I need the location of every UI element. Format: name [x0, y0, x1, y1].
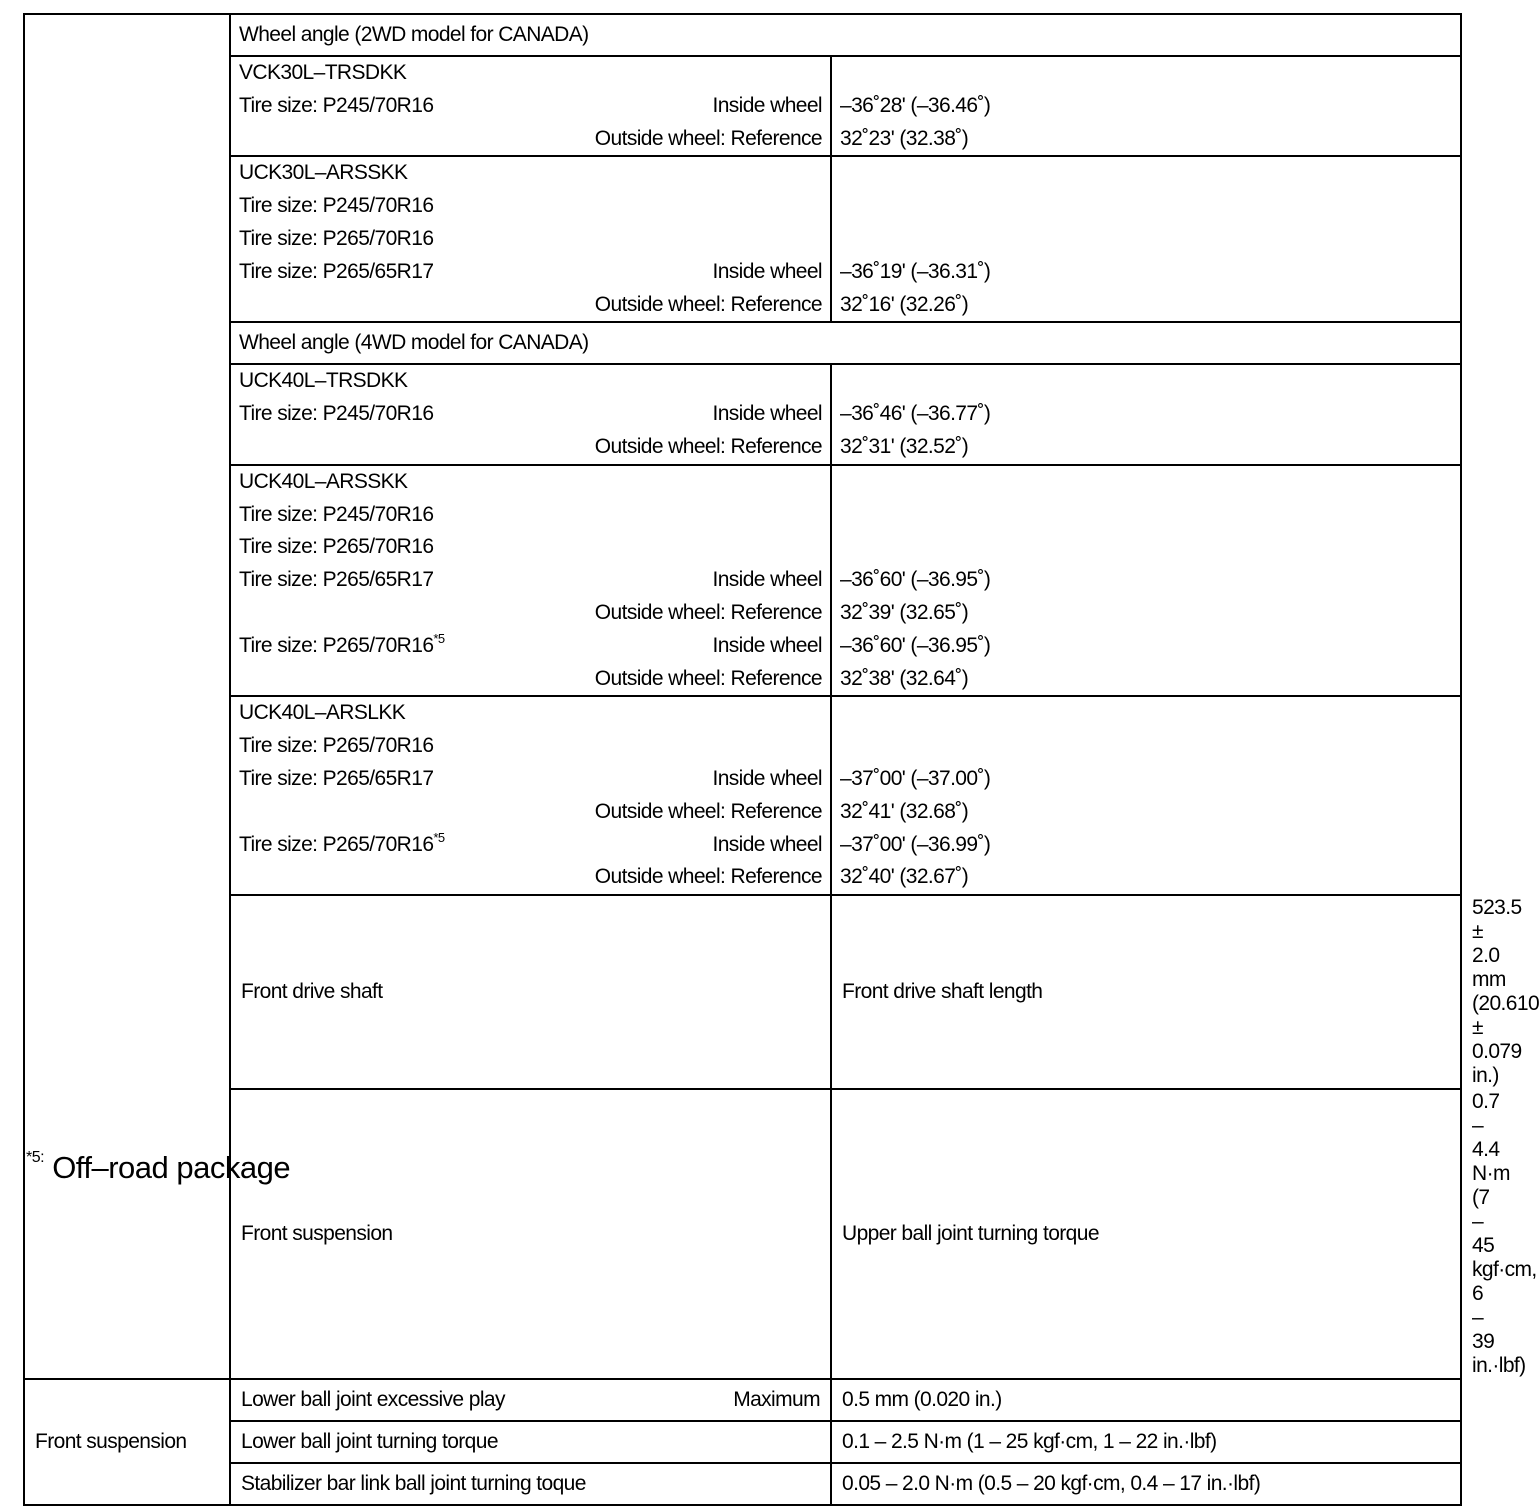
footnote-mark: *5	[433, 630, 445, 646]
tire-prefix: Tire size:	[239, 766, 323, 790]
footnote	[26, 1150, 290, 1186]
stabilizer-row	[24, 1463, 1461, 1505]
inside-label: Inside wheel	[712, 633, 822, 657]
item-drive-shaft-length: Front drive shaft length	[831, 895, 1461, 1089]
model-code: UCK40L–TRSDKK	[239, 369, 408, 393]
section-title-4wd: Wheel angle (4WD model for CANADA)	[239, 331, 589, 355]
value-lower-ball-joint-play: 0.5 mm (0.020 in.)	[831, 1379, 1461, 1421]
model-spec-cell	[230, 364, 831, 464]
tire-line	[231, 256, 830, 289]
tire-size: P265/70R16	[322, 832, 434, 856]
tire-line-off-road	[231, 630, 830, 663]
tire-prefix: Tire size:	[239, 194, 323, 218]
footnote-mark: *5	[433, 829, 445, 845]
tire-line	[231, 564, 830, 597]
item-lower-ball-joint-torque: Lower ball joint turning torque	[230, 1421, 831, 1463]
header-row-4wd	[24, 322, 1461, 364]
outside-line	[231, 123, 830, 156]
tire-size: P265/65R17	[322, 568, 434, 592]
tire-size: P265/70R16	[322, 633, 434, 657]
category-front-suspension: Front suspension	[24, 1379, 230, 1505]
outside-value: 32˚38' (32.64˚)	[840, 666, 969, 690]
model-value-cell	[831, 696, 1461, 895]
model-code: UCK40L–ARSSKK	[239, 469, 408, 493]
section-header-2wd	[230, 14, 1461, 56]
header-row-2wd	[24, 14, 1461, 56]
tire-size: P245/70R16	[322, 502, 434, 526]
model-row	[24, 465, 1461, 697]
tire-size: P245/70R16	[322, 194, 434, 218]
model-row	[24, 156, 1461, 322]
tire-line	[231, 531, 830, 564]
outside-value: 32˚23' (32.38˚)	[840, 126, 969, 150]
tire-line	[231, 499, 830, 532]
tire-prefix: Tire size:	[239, 535, 323, 559]
tire-line-off-road	[231, 829, 830, 862]
outside-value: 32˚39' (32.65˚)	[840, 600, 969, 624]
model-value-cell	[831, 465, 1461, 697]
value-lower-ball-joint-torque: 0.1 – 2.5 N·m (1 – 25 kgf·cm, 1 – 22 in.·lbf)	[831, 1421, 1461, 1463]
condition-label: Maximum	[733, 1388, 820, 1412]
outside-label: Outside wheel: Reference	[594, 434, 822, 458]
spec-table	[23, 13, 1539, 1506]
item-lower-ball-joint-play	[230, 1379, 831, 1421]
drive-shaft-row: Front drive shaft Front drive shaft length 523.5 ± 2.0 mm (20.610 ± 0.079 in.)	[24, 895, 1461, 1089]
inside-value: –36˚28' (–36.46˚)	[840, 93, 991, 117]
spec-sheet	[23, 13, 1539, 1506]
tire-prefix: Tire size:	[239, 502, 323, 526]
model-spec-cell	[230, 696, 831, 895]
tire-size: P265/65R17	[322, 259, 434, 283]
model-code: UCK30L–ARSSKK	[239, 161, 408, 185]
tire-line	[231, 398, 830, 431]
footnote-mark: *5:	[26, 1149, 45, 1166]
inside-value: –36˚46' (–36.77˚)	[840, 402, 991, 426]
model-row	[24, 364, 1461, 464]
outside-label: Outside wheel: Reference	[594, 126, 822, 150]
item-label: Lower ball joint excessive play	[241, 1388, 505, 1412]
tire-size: P265/70R16	[322, 226, 434, 250]
inside-label: Inside wheel	[712, 766, 822, 790]
model-spec-cell	[230, 56, 831, 156]
outside-label: Outside wheel: Reference	[594, 666, 822, 690]
model-spec-cell	[230, 465, 831, 697]
tire-line	[231, 190, 830, 223]
model-row	[24, 56, 1461, 156]
tire-prefix: Tire size:	[239, 633, 323, 657]
outside-line	[231, 796, 830, 829]
model-spec-cell	[230, 156, 831, 322]
outside-label: Outside wheel: Reference	[594, 292, 822, 316]
inside-label: Inside wheel	[712, 568, 822, 592]
inside-label: Inside wheel	[712, 259, 822, 283]
inside-value: –36˚60' (–36.95˚)	[840, 633, 991, 657]
tire-size: P265/65R17	[322, 766, 434, 790]
model-value-cell	[831, 156, 1461, 322]
outside-value: 32˚31' (32.52˚)	[840, 434, 969, 458]
model-code: VCK30L–TRSDKK	[239, 61, 407, 84]
outside-line	[231, 597, 830, 630]
tire-size: P265/70R16	[322, 535, 434, 559]
outside-value: 32˚41' (32.68˚)	[840, 799, 969, 823]
tire-size: P265/70R16	[322, 734, 434, 758]
outside-label: Outside wheel: Reference	[594, 799, 822, 823]
tire-prefix: Tire size:	[239, 93, 323, 117]
lower-ball-joint-play-row	[24, 1379, 1461, 1421]
lower-ball-joint-torque-row	[24, 1421, 1461, 1463]
inside-value: –37˚00' (–37.00˚)	[840, 766, 991, 790]
item-stabilizer-torque: Stabilizer bar link ball joint turning toque	[230, 1463, 831, 1505]
outside-line	[231, 861, 830, 894]
inside-label: Inside wheel	[712, 832, 822, 856]
outside-line	[231, 289, 830, 322]
tire-prefix: Tire size:	[239, 832, 323, 856]
tire-prefix: Tire size:	[239, 568, 323, 592]
tire-prefix: Tire size:	[239, 734, 323, 758]
tire-prefix: Tire size:	[239, 259, 323, 283]
upper-ball-joint-row: Front suspension Upper ball joint turning torque 0.7 – 4.4 N·m (7 – 45 kgf·cm, 6 – 39 in.·lbf)	[24, 1089, 1461, 1379]
inside-value: –36˚19' (–36.31˚)	[840, 259, 991, 283]
tire-line	[231, 90, 830, 123]
tire-size: P245/70R16	[322, 402, 434, 426]
model-code: UCK40L–ARSLKK	[239, 701, 406, 725]
inside-label: Inside wheel	[712, 402, 822, 426]
model-row	[24, 696, 1461, 895]
inside-label: Inside wheel	[712, 93, 822, 117]
section-title-2wd: Wheel angle (2WD model for CANADA)	[239, 23, 589, 46]
tire-line	[231, 763, 830, 796]
outside-line	[231, 431, 830, 464]
outside-value: 32˚40' (32.67˚)	[840, 865, 969, 889]
tire-prefix: Tire size:	[239, 402, 323, 426]
tire-size: P245/70R16	[322, 93, 434, 117]
outside-value: 32˚16' (32.26˚)	[840, 292, 969, 316]
inside-value: –37˚00' (–36.99˚)	[840, 832, 991, 856]
tire-line	[231, 730, 830, 763]
section-header-4wd	[230, 322, 1461, 364]
outside-label: Outside wheel: Reference	[594, 865, 822, 889]
item-upper-ball-joint-torque: Upper ball joint turning torque	[831, 1089, 1461, 1379]
tire-prefix: Tire size:	[239, 226, 323, 250]
outside-label: Outside wheel: Reference	[594, 600, 822, 624]
category-drive-shaft: Front drive shaft	[230, 895, 831, 1089]
tire-line	[231, 223, 830, 256]
footnote-text: Off–road package	[44, 1150, 291, 1185]
inside-value: –36˚60' (–36.95˚)	[840, 568, 991, 592]
category-front-suspension: Front suspension	[230, 1089, 831, 1379]
model-value-cell	[831, 56, 1461, 156]
model-value-cell	[831, 364, 1461, 464]
outside-line	[231, 663, 830, 696]
value-stabilizer-torque: 0.05 – 2.0 N·m (0.5 – 20 kgf·cm, 0.4 – 17 in.·lbf)	[831, 1463, 1461, 1505]
